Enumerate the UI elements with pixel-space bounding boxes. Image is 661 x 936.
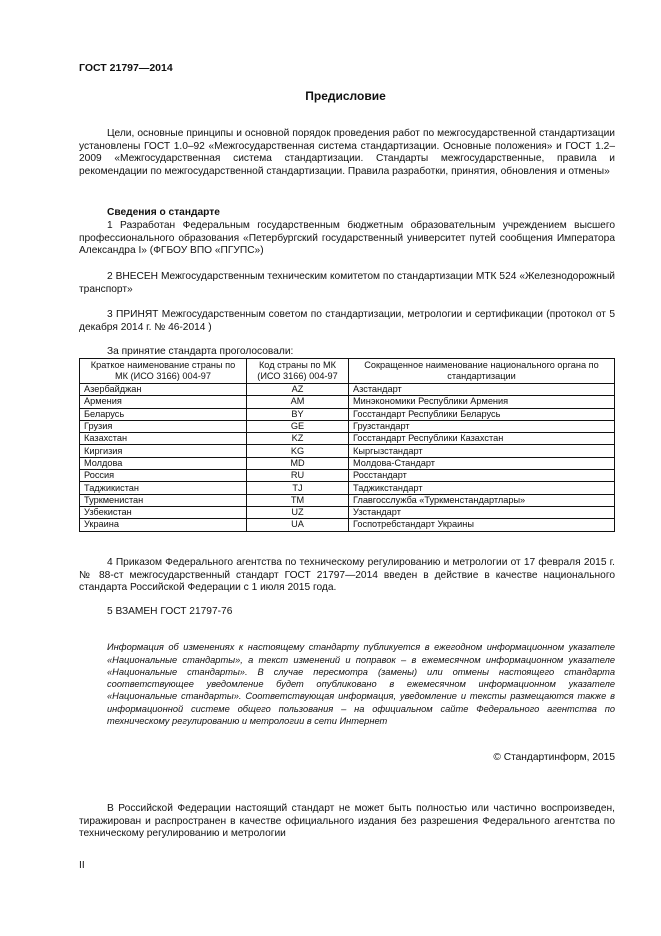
- amendments-note: Информация об изменениях к настоящему стандарту публикуется в ежегодном информационном указателе «Национальные стандарты», а текст изменений и поправок – в ежемесячном информационном указателе «Национальные стандарты». В случае пересмотра (замены) или отмены настоящего стандарта соответствующее уведомление будет опубликовано в ежемесячном информационном указателе «Национальные стандарты». Соответствующая информация, уведомление и тексты размещаются также в информационной системе общего пользования – на официальном сайте Федерального агентства по техническому регулированию и метрологии в сети Интернет: [107, 642, 615, 727]
- country-name: Казахстан: [80, 433, 247, 445]
- country-code: KG: [247, 445, 349, 457]
- rights-notice: В Российской Федерации настоящий стандарт не может быть полностью или частично воспроизведен, тиражирован и распространен в качестве официального издания без разрешения Федерального агентства по техническому регулированию и метрологии: [79, 803, 615, 840]
- standards-body: Минэкономики Республики Армения: [349, 396, 615, 408]
- country-name: Азербайджан: [80, 384, 247, 396]
- intro-paragraph: Цели, основные принципы и основной порядок проведения работ по межгосударственной стандартизации установлены ГОСТ 1.0–92 «Межгосударственная система стандартизации. Основные положения» и ГОСТ 1.2–2009 «Межгосударственная система стандартизации. Стандарты межгосударственные, правила и рекомендации по межгосударственной стандартизации. Правила разработки, принятия, обновления и отмены»: [79, 128, 615, 177]
- item-5: 5 ВЗАМЕН ГОСТ 21797-76: [107, 606, 233, 617]
- votes-table: [79, 358, 615, 532]
- country-name: Украина: [80, 519, 247, 531]
- country-code: UZ: [247, 506, 349, 518]
- country-code: AM: [247, 396, 349, 408]
- country-name: Туркменистан: [80, 494, 247, 506]
- country-code: MD: [247, 457, 349, 469]
- country-code: TJ: [247, 482, 349, 494]
- table-row: [80, 482, 615, 494]
- country-code: RU: [247, 470, 349, 482]
- table-row: [80, 396, 615, 408]
- country-code: GE: [247, 420, 349, 432]
- header-code: Код страны по МК (ИСО 3166) 004-97: [247, 359, 349, 384]
- country-code: AZ: [247, 384, 349, 396]
- country-name: Узбекистан: [80, 506, 247, 518]
- table-row: [80, 457, 615, 469]
- standards-body: Госстандарт Республики Казахстан: [349, 433, 615, 445]
- standards-body: Кыргызстандарт: [349, 445, 615, 457]
- country-code: UA: [247, 519, 349, 531]
- country-name: Молдова: [80, 457, 247, 469]
- item-4: 4 Приказом Федерального агентства по техническому регулированию и метрологии от 17 февраля 2015 г. № 88-ст межгосударственный стандарт ГОСТ 21797—2014 введен в действие в качестве национального стандарта Российской Федерации с 1 июля 2015 года.: [79, 557, 615, 594]
- standards-body: Госстандарт Республики Беларусь: [349, 408, 615, 420]
- table-row: [80, 433, 615, 445]
- standards-body: Узстандарт: [349, 506, 615, 518]
- country-name: Киргизия: [80, 445, 247, 457]
- item-2: 2 ВНЕСЕН Межгосударственным техническим комитетом по стандартизации МТК 524 «Железнодорожный транспорт»: [79, 271, 615, 295]
- page-number: II: [79, 860, 85, 871]
- country-code: TM: [247, 494, 349, 506]
- table-row: [80, 494, 615, 506]
- table-header-row: [80, 359, 615, 384]
- standards-body: Госпотребстандарт Украины: [349, 519, 615, 531]
- country-name: Беларусь: [80, 408, 247, 420]
- standards-body: Азстандарт: [349, 384, 615, 396]
- header-body: Сокращенное наименование национального органа по стандартизации: [349, 359, 615, 384]
- table-row: [80, 384, 615, 396]
- standard-code: ГОСТ 21797—2014: [79, 62, 173, 74]
- country-name: Таджикистан: [80, 482, 247, 494]
- item-1: 1 Разработан Федеральным государственным бюджетным образовательным учреждением высшего профессионального образования «Петербургский государственный университет путей сообщения Императора Александра I» (ФГБОУ ВПО «ПГУПС»): [79, 220, 615, 257]
- item-3: 3 ПРИНЯТ Межгосударственным советом по стандартизации, метрологии и сертификации (протокол от 5 декабря 2014 г. № 46-2014 ): [79, 309, 615, 333]
- table-row: [80, 506, 615, 518]
- table-row: [80, 420, 615, 432]
- header-country: Краткое наименование страны по МК (ИСО 3166) 004-97: [80, 359, 247, 384]
- table-row: [80, 470, 615, 482]
- section-title: Сведения о стандарте: [107, 207, 220, 218]
- standards-body: Главгосслужба «Туркменстандартлары»: [349, 494, 615, 506]
- table-row: [80, 445, 615, 457]
- country-name: Грузия: [80, 420, 247, 432]
- votes-caption: За принятие стандарта проголосовали:: [107, 346, 294, 357]
- standards-body: Росстандарт: [349, 470, 615, 482]
- country-code: BY: [247, 408, 349, 420]
- copyright-notice: © Стандартинформ, 2015: [493, 752, 615, 763]
- country-code: KZ: [247, 433, 349, 445]
- standards-body: Молдова-Стандарт: [349, 457, 615, 469]
- standards-body: Таджикстандарт: [349, 482, 615, 494]
- country-name: Россия: [80, 470, 247, 482]
- page-title: Предисловие: [305, 89, 386, 103]
- country-name: Армения: [80, 396, 247, 408]
- standards-body: Грузстандарт: [349, 420, 615, 432]
- table-row: [80, 519, 615, 531]
- table-row: [80, 408, 615, 420]
